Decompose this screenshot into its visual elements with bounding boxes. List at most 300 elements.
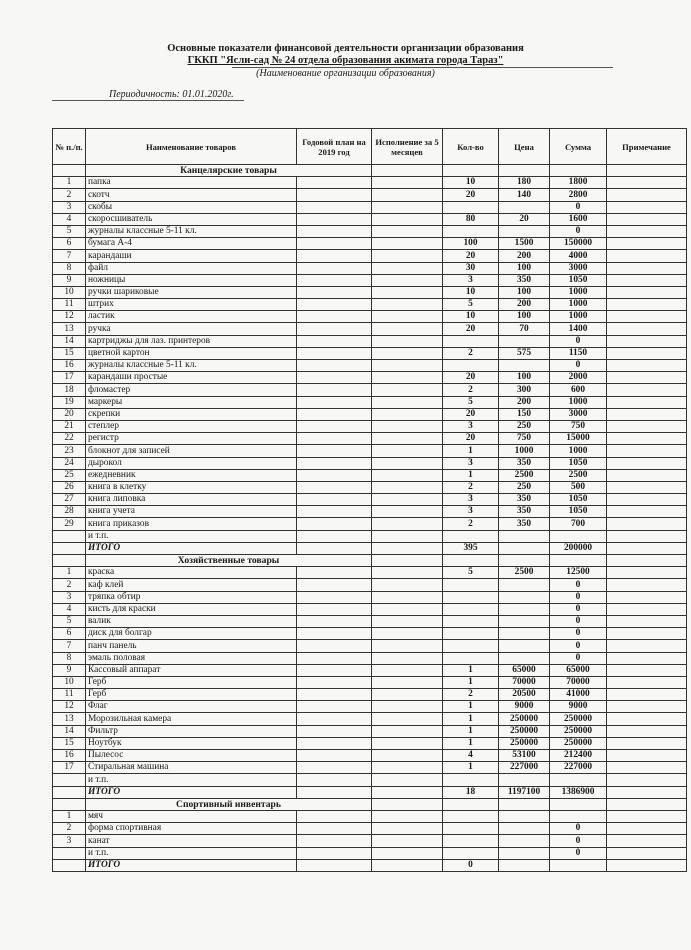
execution-cell [372, 189, 443, 201]
row-number: 17 [53, 372, 86, 384]
sum-cell: 15000 [550, 433, 607, 445]
annual-plan-cell [297, 810, 372, 822]
execution-cell [372, 201, 443, 213]
row-number: 6 [53, 628, 86, 640]
quantity-cell: 20 [443, 250, 499, 262]
note-cell [607, 506, 687, 518]
annual-plan-cell [297, 774, 372, 786]
table-row [53, 384, 687, 396]
quantity-cell: 3 [443, 274, 499, 286]
note-cell [607, 225, 687, 237]
quantity-cell: 80 [443, 213, 499, 225]
annual-plan-cell [297, 347, 372, 359]
price-cell: 250 [499, 481, 550, 493]
annual-plan-cell [297, 640, 372, 652]
quantity-cell: 2 [443, 384, 499, 396]
table-row [53, 713, 687, 725]
table-row [53, 810, 687, 822]
execution-cell [372, 213, 443, 225]
sum-cell: 700 [550, 518, 607, 530]
sum-cell: 1000 [550, 286, 607, 298]
note-cell [607, 823, 687, 835]
execution-cell [372, 750, 443, 762]
table-row [53, 750, 687, 762]
sum-cell: 212400 [550, 750, 607, 762]
annual-plan-cell [297, 262, 372, 274]
note-cell [607, 420, 687, 432]
row-number: 27 [53, 494, 86, 506]
execution-cell [372, 396, 443, 408]
section-header-row [53, 798, 687, 810]
execution-cell [372, 506, 443, 518]
execution-cell [372, 835, 443, 847]
total-row [53, 542, 687, 554]
section-title: Хозяйственные товары [86, 555, 372, 567]
sum-cell: 9000 [550, 701, 607, 713]
price-cell [499, 579, 550, 591]
row-number: 14 [53, 335, 86, 347]
row-number: 11 [53, 299, 86, 311]
quantity-cell [443, 847, 499, 859]
row-number: 2 [53, 823, 86, 835]
price-cell: 575 [499, 347, 550, 359]
section-number-cell [53, 165, 86, 177]
execution-cell [372, 238, 443, 250]
price-cell: 250000 [499, 713, 550, 725]
empty-cell [372, 165, 443, 177]
sum-cell: 1000 [550, 311, 607, 323]
row-number: 5 [53, 615, 86, 627]
empty-cell [443, 798, 499, 810]
note-cell [607, 262, 687, 274]
note-cell [607, 762, 687, 774]
annual-plan-cell [297, 494, 372, 506]
item-name: краска [86, 567, 297, 579]
periodicity-underline [52, 100, 244, 101]
price-cell: 200 [499, 299, 550, 311]
item-name: ручки шариковые [86, 286, 297, 298]
execution-cell [372, 725, 443, 737]
sum-cell: 4000 [550, 250, 607, 262]
table-row [53, 177, 687, 189]
quantity-cell: 1 [443, 713, 499, 725]
price-cell: 100 [499, 311, 550, 323]
sum-cell: 1150 [550, 347, 607, 359]
sum-cell: 1600 [550, 213, 607, 225]
execution-cell [372, 323, 443, 335]
section-title: Канцелярские товары [86, 165, 372, 177]
empty-cell [550, 555, 607, 567]
note-cell [607, 835, 687, 847]
note-cell [607, 457, 687, 469]
item-name: ручка [86, 323, 297, 335]
row-number: 10 [53, 676, 86, 688]
quantity-cell: 20 [443, 408, 499, 420]
quantity-cell [443, 579, 499, 591]
annual-plan-cell [297, 835, 372, 847]
sum-cell: 1050 [550, 506, 607, 518]
price-cell: 350 [499, 518, 550, 530]
row-number: 7 [53, 640, 86, 652]
item-name: диск для болгар [86, 628, 297, 640]
price-cell [499, 847, 550, 859]
quantity-cell: 5 [443, 396, 499, 408]
quantity-cell: 10 [443, 286, 499, 298]
annual-plan-cell [297, 689, 372, 701]
table-row [53, 299, 687, 311]
item-name: журналы классные 5-11 кл. [86, 225, 297, 237]
sum-cell: 0 [550, 591, 607, 603]
annual-plan-cell [297, 225, 372, 237]
row-number: 6 [53, 238, 86, 250]
column-header-sum: Сумма [550, 129, 607, 165]
note-cell [607, 286, 687, 298]
price-cell [499, 859, 550, 871]
price-cell [499, 591, 550, 603]
sum-cell: 41000 [550, 689, 607, 701]
execution-cell [372, 494, 443, 506]
execution-cell [372, 603, 443, 615]
note-cell [607, 640, 687, 652]
note-cell [607, 713, 687, 725]
row-number: 1 [53, 177, 86, 189]
quantity-cell: 4 [443, 750, 499, 762]
annual-plan-cell [297, 750, 372, 762]
empty-cell [372, 555, 443, 567]
row-number: 15 [53, 347, 86, 359]
sum-cell: 2500 [550, 469, 607, 481]
note-cell [607, 299, 687, 311]
note-cell [607, 786, 687, 798]
quantity-cell: 3 [443, 494, 499, 506]
sum-cell: 2800 [550, 189, 607, 201]
quantity-cell: 1 [443, 762, 499, 774]
table-row [53, 323, 687, 335]
annual-plan-cell [297, 481, 372, 493]
price-cell [499, 201, 550, 213]
quantity-cell: 30 [443, 262, 499, 274]
note-cell [607, 494, 687, 506]
annual-plan-cell [297, 725, 372, 737]
price-cell [499, 823, 550, 835]
item-name: ИТОГО [86, 859, 297, 871]
annual-plan-cell [297, 786, 372, 798]
item-name: папка [86, 177, 297, 189]
sum-cell: 150000 [550, 238, 607, 250]
annual-plan-cell [297, 591, 372, 603]
sum-cell: 3000 [550, 262, 607, 274]
row-number: 18 [53, 384, 86, 396]
price-cell: 250 [499, 420, 550, 432]
note-cell [607, 664, 687, 676]
sum-cell [550, 810, 607, 822]
price-cell [499, 774, 550, 786]
price-cell: 227000 [499, 762, 550, 774]
price-cell: 1500 [499, 238, 550, 250]
table-row [53, 311, 687, 323]
item-name: валик [86, 615, 297, 627]
sum-cell: 0 [550, 360, 607, 372]
table-row [53, 494, 687, 506]
item-name: Фильтр [86, 725, 297, 737]
item-name: кисть для краски [86, 603, 297, 615]
sum-cell: 1050 [550, 494, 607, 506]
annual-plan-cell [297, 823, 372, 835]
annual-plan-cell [297, 201, 372, 213]
table-row [53, 274, 687, 286]
quantity-cell: 2 [443, 518, 499, 530]
execution-cell [372, 250, 443, 262]
table-row [53, 823, 687, 835]
quantity-cell: 1 [443, 445, 499, 457]
price-cell: 200 [499, 396, 550, 408]
sum-cell: 1400 [550, 323, 607, 335]
quantity-cell [443, 628, 499, 640]
item-name: скобы [86, 201, 297, 213]
sum-cell: 200000 [550, 542, 607, 554]
sum-cell: 600 [550, 384, 607, 396]
annual-plan-cell [297, 652, 372, 664]
execution-cell [372, 360, 443, 372]
item-name: мяч [86, 810, 297, 822]
row-number: 5 [53, 225, 86, 237]
sum-cell: 0 [550, 640, 607, 652]
row-number: 17 [53, 762, 86, 774]
annual-plan-cell [297, 433, 372, 445]
quantity-cell: 2 [443, 347, 499, 359]
quantity-cell: 0 [443, 859, 499, 871]
note-cell [607, 445, 687, 457]
table-row [53, 213, 687, 225]
table-row [53, 615, 687, 627]
note-cell [607, 725, 687, 737]
sum-cell [550, 530, 607, 542]
execution-cell [372, 810, 443, 822]
quantity-cell [443, 591, 499, 603]
execution-cell [372, 469, 443, 481]
annual-plan-cell [297, 384, 372, 396]
price-cell [499, 652, 550, 664]
execution-cell [372, 774, 443, 786]
quantity-cell: 10 [443, 311, 499, 323]
table-row [53, 567, 687, 579]
empty-cell [499, 555, 550, 567]
table-row [53, 676, 687, 688]
table-row [53, 420, 687, 432]
table-row [53, 701, 687, 713]
section-number-cell [53, 798, 86, 810]
column-header-quantity: Кол-во [443, 129, 499, 165]
note-cell [607, 750, 687, 762]
price-cell [499, 360, 550, 372]
price-cell: 150 [499, 408, 550, 420]
empty-cell [550, 798, 607, 810]
row-number: 20 [53, 408, 86, 420]
annual-plan-cell [297, 737, 372, 749]
column-header-note: Примечание [607, 129, 687, 165]
execution-cell [372, 445, 443, 457]
item-name: канат [86, 835, 297, 847]
quantity-cell: 100 [443, 238, 499, 250]
section-title: Спортивный инвентарь [86, 798, 372, 810]
annual-plan-cell [297, 859, 372, 871]
annual-plan-cell [297, 250, 372, 262]
table-row [53, 518, 687, 530]
quantity-cell: 1 [443, 664, 499, 676]
table-row [53, 238, 687, 250]
execution-cell [372, 664, 443, 676]
execution-cell [372, 299, 443, 311]
row-number: 16 [53, 750, 86, 762]
annual-plan-cell [297, 360, 372, 372]
price-cell: 9000 [499, 701, 550, 713]
note-cell [607, 335, 687, 347]
sum-cell: 0 [550, 652, 607, 664]
row-number: 1 [53, 567, 86, 579]
table-row [53, 286, 687, 298]
price-cell [499, 335, 550, 347]
column-header-execution: Исполнение за 5 месяцев [372, 129, 443, 165]
row-number: 2 [53, 579, 86, 591]
price-cell [499, 542, 550, 554]
annual-plan-cell [297, 518, 372, 530]
quantity-cell [443, 810, 499, 822]
annual-plan-cell [297, 177, 372, 189]
price-cell: 100 [499, 262, 550, 274]
row-number [53, 847, 86, 859]
execution-cell [372, 262, 443, 274]
sum-cell: 0 [550, 823, 607, 835]
section-header-row [53, 165, 687, 177]
sum-cell: 12500 [550, 567, 607, 579]
item-name: картриджы для лаз. принтеров [86, 335, 297, 347]
note-cell [607, 177, 687, 189]
sum-cell: 1800 [550, 177, 607, 189]
periodicity-label: Периодичность: 01.01.2020г. [109, 89, 234, 100]
price-cell: 70 [499, 323, 550, 335]
note-cell [607, 567, 687, 579]
note-cell [607, 469, 687, 481]
annual-plan-cell [297, 762, 372, 774]
item-name: книга учета [86, 506, 297, 518]
item-name: скотч [86, 189, 297, 201]
note-cell [607, 323, 687, 335]
quantity-cell: 3 [443, 420, 499, 432]
table-row [53, 835, 687, 847]
quantity-cell: 5 [443, 567, 499, 579]
row-number: 3 [53, 201, 86, 213]
execution-cell [372, 640, 443, 652]
table-row [53, 201, 687, 213]
note-cell [607, 396, 687, 408]
item-name: степлер [86, 420, 297, 432]
annual-plan-cell [297, 372, 372, 384]
row-number: 4 [53, 213, 86, 225]
quantity-cell: 3 [443, 506, 499, 518]
quantity-cell: 1 [443, 725, 499, 737]
execution-cell [372, 701, 443, 713]
note-cell [607, 213, 687, 225]
table-row [53, 445, 687, 457]
execution-cell [372, 408, 443, 420]
table-row [53, 469, 687, 481]
table-row [53, 396, 687, 408]
item-name: файл [86, 262, 297, 274]
price-cell: 250000 [499, 725, 550, 737]
price-cell: 1000 [499, 445, 550, 457]
note-cell [607, 274, 687, 286]
row-number [53, 774, 86, 786]
table-row [53, 506, 687, 518]
sum-cell: 0 [550, 225, 607, 237]
item-name: форма спортивная [86, 823, 297, 835]
execution-cell [372, 737, 443, 749]
quantity-cell [443, 615, 499, 627]
price-cell: 100 [499, 372, 550, 384]
empty-cell [443, 165, 499, 177]
sum-cell: 0 [550, 579, 607, 591]
quantity-cell [443, 823, 499, 835]
item-name: карандаши простые [86, 372, 297, 384]
row-number [53, 859, 86, 871]
quantity-cell: 10 [443, 177, 499, 189]
item-name: панч панель [86, 640, 297, 652]
section-header-row [53, 555, 687, 567]
item-name: дырокол [86, 457, 297, 469]
empty-cell [607, 798, 687, 810]
note-cell [607, 518, 687, 530]
row-number: 29 [53, 518, 86, 530]
execution-cell [372, 347, 443, 359]
table-row [53, 689, 687, 701]
item-name: карандаши [86, 250, 297, 262]
price-cell: 1197100 [499, 786, 550, 798]
annual-plan-cell [297, 542, 372, 554]
item-name: Герб [86, 689, 297, 701]
table-row [53, 847, 687, 859]
row-number: 21 [53, 420, 86, 432]
note-cell [607, 847, 687, 859]
sum-cell: 70000 [550, 676, 607, 688]
execution-cell [372, 615, 443, 627]
item-name: и т.п. [86, 774, 297, 786]
item-name: книга в клетку [86, 481, 297, 493]
table-row [53, 762, 687, 774]
sum-cell: 0 [550, 603, 607, 615]
goods-table [52, 128, 687, 872]
row-number: 8 [53, 652, 86, 664]
note-cell [607, 859, 687, 871]
sum-cell: 0 [550, 628, 607, 640]
execution-cell [372, 713, 443, 725]
annual-plan-cell [297, 445, 372, 457]
price-cell [499, 530, 550, 542]
item-name: штрих [86, 299, 297, 311]
note-cell [607, 676, 687, 688]
execution-cell [372, 847, 443, 859]
execution-cell [372, 652, 443, 664]
price-cell: 140 [499, 189, 550, 201]
price-cell: 300 [499, 384, 550, 396]
quantity-cell [443, 603, 499, 615]
sum-cell: 2000 [550, 372, 607, 384]
row-number: 23 [53, 445, 86, 457]
row-number: 9 [53, 274, 86, 286]
price-cell [499, 810, 550, 822]
sum-cell: 1000 [550, 445, 607, 457]
sum-cell: 0 [550, 835, 607, 847]
execution-cell [372, 530, 443, 542]
